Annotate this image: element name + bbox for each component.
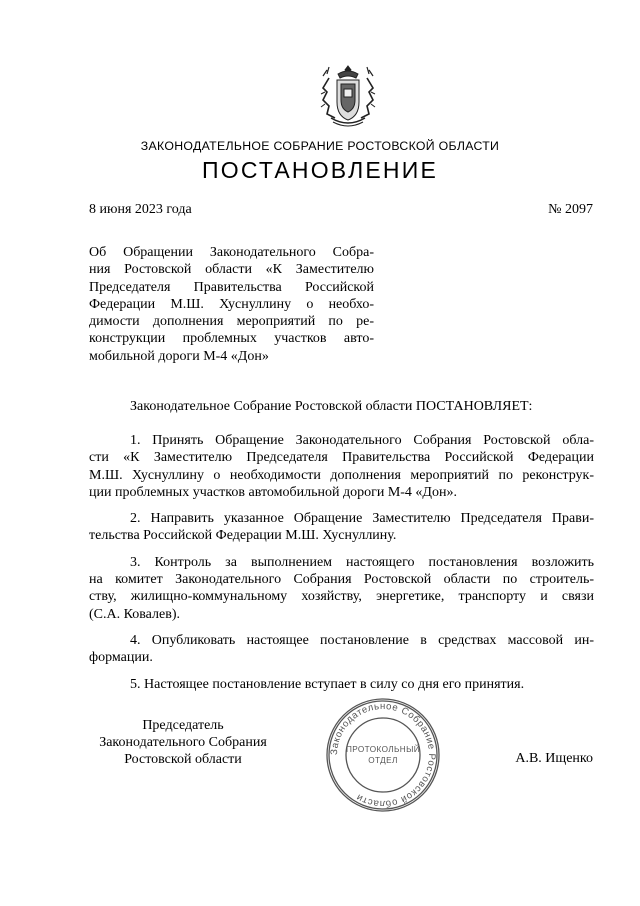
resolution-paragraph (89, 432, 594, 501)
resolution-paragraph (89, 554, 594, 623)
paragraph-line: 2. Направить указанное Обращение Заместителю Председателя Прави- (130, 511, 594, 527)
paragraph-line: тельства Российской Федерации М.Ш. Хуснуллину. (89, 528, 397, 544)
signer-position-line: Законодательного Собрания (99, 735, 267, 750)
stamp-center-line: ПРОТОКОЛЬНЫЙ (345, 745, 421, 754)
organization-title: ЗАКОНОДАТЕЛЬНОЕ СОБРАНИЕ РОСТОВСКОЙ ОБЛАСТИ (140, 139, 500, 153)
stamp-ring-text: Законодательное Собрание Ростовской области (328, 700, 438, 810)
document-number: № 2097 (548, 202, 593, 217)
official-stamp (324, 696, 442, 814)
document-date: 8 июня 2023 года (89, 202, 192, 217)
subject-line: Федерации М.Ш. Хуснуллину о необхо- (89, 296, 374, 312)
paragraph-line: 1. Принять Обращение Законодательного Собрания Ростовской обла- (130, 433, 594, 448)
document-type-title: ПОСТАНОВЛЕНИЕ (202, 157, 438, 183)
subject-line: Председателя Правительства Российской (89, 279, 374, 295)
coat-of-arms-icon (313, 62, 383, 132)
resolution-paragraph (89, 510, 594, 545)
resolution-paragraph (89, 676, 594, 693)
paragraph-line: формации. (89, 650, 153, 666)
signer-position-line: Председатель (142, 718, 224, 733)
paragraph-line: ству, жилищно-коммунальному хозяйству, энергетике, транспорту и связи (89, 589, 594, 605)
paragraph-line: 3. Контроль за выполнением настоящего постановления возложить (130, 554, 594, 570)
subject-line: димости дополнения мероприятий по ре- (89, 314, 374, 330)
paragraph-line: М.Ш. Хуснуллину о необходимости дополнения мероприятий по реконструк- (89, 467, 594, 483)
subject-line: конструкции проблемных участков авто- (89, 331, 374, 347)
paragraph-line: на комитет Законодательного Собрания Ростовской области по строитель- (89, 572, 594, 588)
resolution-paragraph (89, 632, 594, 667)
signer-name: А.В. Ищенко (515, 751, 593, 766)
signer-position-line: Ростовской области (124, 752, 242, 767)
paragraph-line: сти «К Заместителю Председателя Правительства Российской Федерации (89, 450, 594, 466)
subject-line: ния Ростовской области «К Заместителю (89, 262, 374, 278)
paragraph-line: (С.А. Ковалев). (89, 606, 180, 622)
paragraph-line: 4. Опубликовать настоящее постановление в средствах массовой ин- (130, 632, 594, 648)
resolution-statement: Законодательное Собрание Ростовской области ПОСТАНОВЛЯЕТ: (130, 399, 533, 414)
document-subject (89, 244, 374, 365)
paragraph-line: 5. Настоящее постановление вступает в силу со дня его принятия. (130, 676, 525, 692)
subject-line: мобильной дороги М-4 «Дон» (89, 348, 269, 364)
paragraph-line: ции проблемных участков автомобильной дороги М-4 «Дон». (89, 484, 457, 500)
resolution-body (89, 432, 594, 702)
signer-position (89, 717, 277, 768)
subject-line: Об Обращении Законодательного Собра- (89, 245, 374, 260)
stamp-center-line: ОТДЕЛ (368, 756, 398, 765)
